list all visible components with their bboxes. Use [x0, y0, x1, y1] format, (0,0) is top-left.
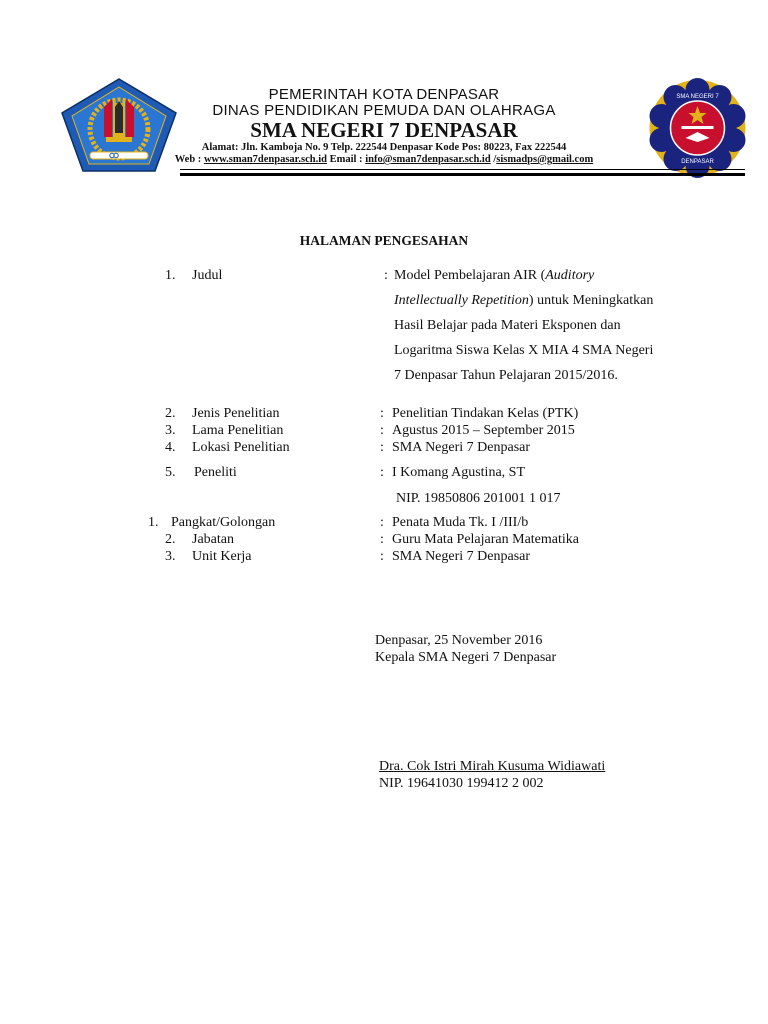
item-number: 2. — [165, 532, 176, 547]
item-value-lama: Agustus 2015 – September 2015 — [392, 423, 575, 438]
item-label-jabatan: Jabatan — [192, 532, 234, 547]
item-number: 3. — [165, 549, 176, 564]
item-number: 4. — [165, 440, 176, 455]
header-school-name: SMA NEGERI 7 DENPASAR — [250, 118, 518, 142]
item-label-jenis: Jenis Penelitian — [192, 406, 280, 421]
judul-line-5: 7 Denpasar Tahun Pelajaran 2015/2016. — [394, 368, 618, 383]
item-colon: : — [380, 549, 384, 564]
signature-name: Dra. Cok Istri Mirah Kusuma Widiawati — [379, 759, 606, 774]
item-value-jabatan: Guru Mata Pelajaran Matematika — [392, 532, 579, 547]
item-value-pangkat: Penata Muda Tk. I /III/b — [392, 515, 529, 530]
logo-text-bottom: DENPASAR — [681, 159, 714, 165]
email-link[interactable]: info@sman7denpasar.sch.id — [365, 154, 491, 165]
item-colon: : — [384, 268, 388, 283]
document-title: HALAMAN PENGESAHAN — [299, 233, 469, 248]
email2-link[interactable]: sismadps@gmail.com — [496, 154, 594, 165]
judul-line-1: Model Pembelajaran AIR (Auditory — [394, 268, 595, 283]
header-contact — [0, 154, 768, 165]
item-value-peneliti: I Komang Agustina, ST — [392, 465, 525, 480]
header-government: PEMERINTAH KOTA DENPASAR — [268, 86, 500, 103]
item-colon: : — [380, 423, 384, 438]
signature-position: Kepala SMA Negeri 7 Denpasar — [375, 650, 557, 665]
judul-line-4: Logaritma Siswa Kelas X MIA 4 SMA Negeri — [394, 343, 654, 358]
item-colon: : — [380, 515, 384, 530]
item-colon: : — [380, 406, 384, 421]
signature-place-date: Denpasar, 25 November 2016 — [375, 633, 543, 648]
item-number: 1. — [148, 515, 159, 530]
item-label-peneliti: Peneliti — [194, 465, 237, 480]
item-label-lokasi: Lokasi Penelitian — [192, 440, 290, 455]
email-label: Email : — [326, 154, 366, 165]
signature-nip: NIP. 19641030 199412 2 002 — [379, 776, 544, 791]
website-link[interactable]: www.sman7denpasar.sch.id — [203, 154, 327, 165]
item-number: 1. — [165, 268, 176, 283]
item-value-jenis: Penelitian Tindakan Kelas (PTK) — [392, 406, 579, 421]
item-number: 2. — [165, 406, 176, 421]
peneliti-nip: NIP. 19850806 201001 1 017 — [396, 491, 561, 506]
item-label-judul: Judul — [192, 268, 223, 283]
header-address: Alamat: Jln. Kamboja No. 9 Telp. 222544 Denpasar Kode Pos: 80223, Fax 222544 — [201, 142, 567, 153]
item-value-lokasi: SMA Negeri 7 Denpasar — [392, 440, 531, 455]
judul-line-3: Hasil Belajar pada Materi Eksponen dan — [394, 318, 621, 333]
logo-text-top: SMA NEGERI 7 — [676, 94, 719, 100]
item-label-pangkat: Pangkat/Golongan — [171, 515, 276, 530]
item-colon: : — [380, 532, 384, 547]
item-value-unit: SMA Negeri 7 Denpasar — [392, 549, 531, 564]
item-number: 3. — [165, 423, 176, 438]
item-label-unit: Unit Kerja — [192, 549, 252, 564]
item-number: 5. — [165, 465, 176, 480]
judul-line-2: Intellectually Repetition) untuk Meningkatkan — [394, 293, 654, 308]
item-label-lama: Lama Penelitian — [192, 423, 284, 438]
email-separator: / — [490, 154, 497, 165]
web-label: Web : — [174, 154, 204, 165]
item-colon: : — [380, 440, 384, 455]
header-department: DINAS PENDIDIKAN PEMUDA DAN OLAHRAGA — [212, 102, 556, 119]
item-colon: : — [380, 465, 384, 480]
header-divider-thick — [180, 173, 745, 176]
header-divider-thin — [180, 169, 745, 170]
